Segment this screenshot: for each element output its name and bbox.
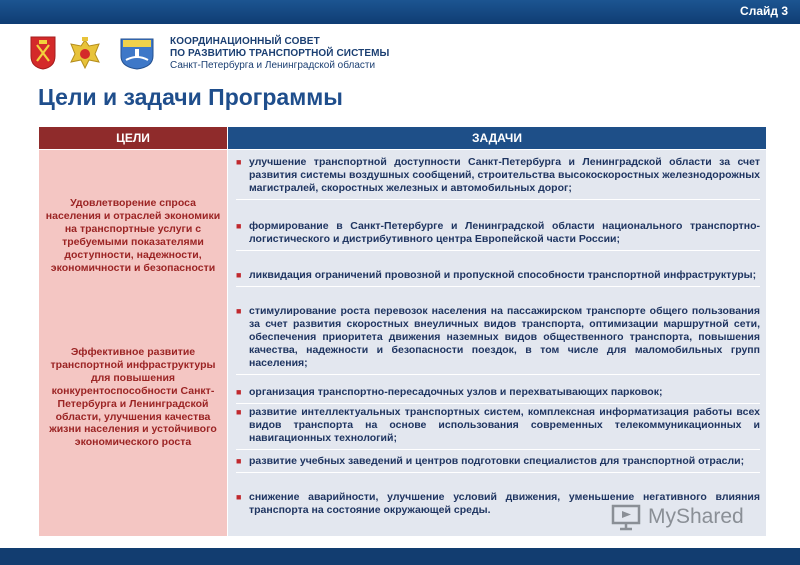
org-name-line-1: КООРДИНАЦИОННЫЙ СОВЕТ	[170, 36, 320, 47]
divider	[236, 374, 760, 375]
task-item	[236, 455, 760, 468]
divider	[236, 286, 760, 287]
leningrad-oblast-coat-of-arms-icon	[120, 36, 154, 70]
bullet-icon: ■	[236, 306, 242, 316]
goals-header: ЦЕЛИ	[39, 127, 227, 149]
watermark-text: MyShared	[648, 505, 744, 528]
divider	[236, 250, 760, 251]
task-text: стимулирование роста перевозок населения на пассажирском транспорте общего пользования за счет развития скоростных внеуличных видов транспорта, оптимизации маршрутной сети, обеспечения приоритета движения наземных видов общественного транспорта, повышения качества, надежности и безопасности поездок, в том числе для маломобильных групп населения;	[249, 305, 760, 369]
goal-item: Эффективное развитие транспортной инфраструктуры для повышения конкурентоспособности Санкт-Петербурга и Ленинградской области, улучшения качества жизни населения и устойчивого экономического роста	[49, 346, 217, 449]
goals-column	[39, 150, 227, 536]
task-item	[236, 406, 760, 445]
task-text: формирование в Санкт-Петербурге и Ленинградской области национального транспортно-логистического и дистрибутивного центра Европейской части России;	[249, 220, 760, 245]
divider	[236, 403, 760, 404]
tasks-header: ЗАДАЧИ	[228, 127, 766, 149]
bullet-icon: ■	[236, 492, 242, 502]
bullet-icon: ■	[236, 157, 242, 167]
task-item	[236, 305, 760, 370]
org-name-line-2: ПО РАЗВИТИЮ ТРАНСПОРТНОЙ СИСТЕМЫ	[170, 48, 390, 59]
task-item	[236, 220, 760, 246]
bullet-icon: ■	[236, 221, 242, 231]
slide-number: Слайд 3	[740, 4, 788, 18]
tasks-column	[228, 150, 766, 536]
org-subtitle: Санкт-Петербурга и Ленинградской области	[170, 60, 376, 71]
org-header	[170, 36, 389, 72]
divider	[236, 449, 760, 450]
task-item	[236, 386, 760, 399]
task-text: снижение аварийности, улучшение условий движения, уменьшение негативного влияния транспорта на состояние окружающей среды.	[249, 491, 760, 516]
divider	[236, 472, 760, 473]
task-text: ликвидация ограничений провозной и пропускной способности транспортной инфраструктуры;	[249, 269, 757, 281]
task-item	[236, 269, 760, 282]
task-item	[236, 156, 760, 195]
task-text: организация транспортно-пересадочных узлов и перехватывающих парковок;	[249, 386, 663, 398]
bottom-bar	[0, 548, 800, 565]
task-text: развитие учебных заведений и центров подготовки специалистов для транспортной отрасли;	[249, 455, 745, 467]
presentation-icon	[610, 503, 642, 531]
task-text: улучшение транспортной доступности Санкт-Петербурга и Ленинградской области за счет развития системы воздушных сообщений, строительства высокоскоростных железнодорожных магистралей, скоростных железных и автомобильных дорог;	[249, 156, 760, 194]
watermark	[610, 503, 770, 533]
bullet-icon: ■	[236, 387, 242, 397]
spb-coat-of-arms-icon	[30, 36, 56, 70]
bullet-icon: ■	[236, 270, 242, 280]
divider	[236, 199, 760, 200]
bullet-icon: ■	[236, 456, 242, 466]
page-title: Цели и задачи Программы	[38, 84, 343, 110]
bullet-icon: ■	[236, 407, 242, 417]
goal-item: Удовлетворение спроса населения и отраслей экономики на транспортные услуги с требуемыми показателями доступности, надежности, экономичности и безопасности	[45, 197, 221, 274]
task-text: развитие интеллектуальных транспортных систем, комплексная информатизация работы всех видов транспорта на основе использования современных телекоммуникационных и навигационных технологий;	[249, 406, 760, 444]
top-bar	[0, 0, 800, 24]
russia-eagle-emblem-icon	[68, 36, 102, 72]
